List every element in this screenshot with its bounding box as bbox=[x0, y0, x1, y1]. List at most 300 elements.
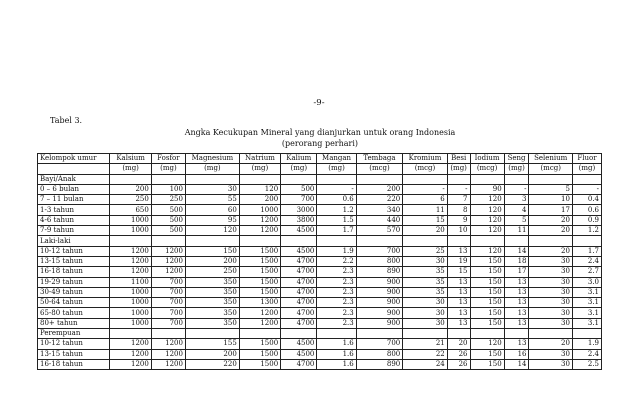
table-row bbox=[38, 256, 602, 266]
value-cell: 10 bbox=[447, 226, 470, 236]
column-header: Magnesium bbox=[185, 154, 239, 164]
table-row bbox=[38, 246, 602, 256]
column-unit: (mcg) bbox=[403, 164, 447, 174]
value-cell: 30 bbox=[529, 287, 572, 297]
age-group-cell: 10-12 tahun bbox=[38, 339, 110, 349]
value-cell: 0.6 bbox=[317, 195, 356, 205]
value-cell: 200 bbox=[185, 256, 239, 266]
value-cell: 3 bbox=[504, 195, 529, 205]
value-cell: 30 bbox=[529, 349, 572, 359]
value-cell: 4500 bbox=[281, 226, 317, 236]
value-cell: 1000 bbox=[110, 318, 151, 328]
table-row bbox=[38, 215, 602, 225]
value-cell: 1200 bbox=[110, 267, 151, 277]
empty-cell bbox=[403, 174, 447, 184]
empty-cell bbox=[470, 329, 504, 339]
value-cell: 1200 bbox=[151, 246, 185, 256]
column-unit: (mcg) bbox=[470, 164, 504, 174]
empty-cell bbox=[239, 174, 280, 184]
value-cell: 700 bbox=[151, 308, 185, 318]
value-cell: 500 bbox=[281, 184, 317, 194]
empty-cell bbox=[185, 329, 239, 339]
group-label: Bayi/Anak bbox=[38, 174, 110, 184]
value-cell: 700 bbox=[151, 318, 185, 328]
column-header: Kalium bbox=[281, 154, 317, 164]
value-cell: 14 bbox=[504, 246, 529, 256]
value-cell: 13 bbox=[447, 298, 470, 308]
column-unit: (mg) bbox=[281, 164, 317, 174]
value-cell: 1500 bbox=[239, 359, 280, 369]
empty-cell bbox=[151, 329, 185, 339]
value-cell: 13 bbox=[504, 298, 529, 308]
value-cell: 1200 bbox=[110, 256, 151, 266]
value-cell: 250 bbox=[185, 267, 239, 277]
value-cell: 150 bbox=[470, 318, 504, 328]
value-cell: 350 bbox=[185, 318, 239, 328]
empty-cell bbox=[317, 174, 356, 184]
value-cell: 1200 bbox=[239, 226, 280, 236]
value-cell: 1500 bbox=[239, 277, 280, 287]
value-cell: 5 bbox=[529, 184, 572, 194]
value-cell: 15 bbox=[447, 267, 470, 277]
value-cell: - bbox=[317, 184, 356, 194]
page-number: -9- bbox=[313, 98, 325, 108]
value-cell: 3000 bbox=[281, 205, 317, 215]
value-cell: 13 bbox=[447, 308, 470, 318]
value-cell: 500 bbox=[151, 226, 185, 236]
value-cell: 700 bbox=[281, 195, 317, 205]
empty-cell bbox=[529, 329, 572, 339]
value-cell: 1.6 bbox=[317, 349, 356, 359]
value-cell: 13 bbox=[504, 308, 529, 318]
value-cell: 1200 bbox=[110, 349, 151, 359]
empty-cell bbox=[470, 236, 504, 246]
age-group-cell: 13-15 tahun bbox=[38, 256, 110, 266]
table-body bbox=[38, 174, 602, 370]
value-cell: 13 bbox=[447, 246, 470, 256]
value-cell: 2.2 bbox=[317, 256, 356, 266]
value-cell: 30 bbox=[529, 267, 572, 277]
age-group-cell: 30-49 tahun bbox=[38, 287, 110, 297]
value-cell: 700 bbox=[356, 246, 403, 256]
value-cell: 3.0 bbox=[572, 277, 601, 287]
age-group-cell: 16-18 tahun bbox=[38, 359, 110, 369]
value-cell: 1000 bbox=[110, 215, 151, 225]
value-cell: 700 bbox=[151, 287, 185, 297]
value-cell: 4500 bbox=[281, 246, 317, 256]
value-cell: 14 bbox=[504, 359, 529, 369]
value-cell: 30 bbox=[403, 308, 447, 318]
column-header: Kromium bbox=[403, 154, 447, 164]
value-cell: 4700 bbox=[281, 267, 317, 277]
value-cell: 13 bbox=[504, 339, 529, 349]
value-cell: 1000 bbox=[239, 205, 280, 215]
table-row bbox=[38, 359, 602, 369]
age-group-cell: 50-64 tahun bbox=[38, 298, 110, 308]
empty-cell bbox=[504, 329, 529, 339]
mineral-table bbox=[37, 153, 602, 370]
value-cell: 900 bbox=[356, 308, 403, 318]
column-unit: (mg) bbox=[572, 164, 601, 174]
column-header: Tembaga bbox=[356, 154, 403, 164]
value-cell: 4700 bbox=[281, 256, 317, 266]
value-cell: 700 bbox=[356, 339, 403, 349]
value-cell: 15 bbox=[403, 215, 447, 225]
value-cell: 3.1 bbox=[572, 287, 601, 297]
value-cell: - bbox=[403, 184, 447, 194]
column-unit: (mcg) bbox=[356, 164, 403, 174]
value-cell: 1000 bbox=[110, 308, 151, 318]
column-unit: (mcg) bbox=[529, 164, 572, 174]
value-cell: 30 bbox=[529, 318, 572, 328]
value-cell: 1200 bbox=[110, 359, 151, 369]
value-cell: 1500 bbox=[239, 246, 280, 256]
column-header: Fluor bbox=[572, 154, 601, 164]
empty-cell bbox=[572, 329, 601, 339]
value-cell: 200 bbox=[356, 184, 403, 194]
table-row bbox=[38, 226, 602, 236]
value-cell: 1200 bbox=[151, 339, 185, 349]
age-group-cell: 13-15 tahun bbox=[38, 349, 110, 359]
column-header: Selenium bbox=[529, 154, 572, 164]
value-cell: 2.3 bbox=[317, 298, 356, 308]
column-header: Natrium bbox=[239, 154, 280, 164]
value-cell: 20 bbox=[403, 226, 447, 236]
value-cell: 4700 bbox=[281, 287, 317, 297]
value-cell: 55 bbox=[185, 195, 239, 205]
value-cell: 13 bbox=[504, 287, 529, 297]
header-row-units bbox=[38, 164, 602, 174]
value-cell: 1200 bbox=[110, 339, 151, 349]
age-group-cell: 80+ tahun bbox=[38, 318, 110, 328]
value-cell: 19 bbox=[447, 256, 470, 266]
empty-cell bbox=[185, 174, 239, 184]
column-header: Iodium bbox=[470, 154, 504, 164]
empty-cell bbox=[281, 236, 317, 246]
value-cell: 4500 bbox=[281, 349, 317, 359]
value-cell: 150 bbox=[470, 308, 504, 318]
age-group-cell: 10-12 tahun bbox=[38, 246, 110, 256]
table-row bbox=[38, 318, 602, 328]
value-cell: 1200 bbox=[239, 308, 280, 318]
age-group-cell: 7-9 tahun bbox=[38, 226, 110, 236]
value-cell: 3.1 bbox=[572, 318, 601, 328]
value-cell: 1.2 bbox=[572, 226, 601, 236]
value-cell: 17 bbox=[529, 205, 572, 215]
value-cell: 22 bbox=[403, 349, 447, 359]
value-cell: 20 bbox=[529, 226, 572, 236]
value-cell: 6 bbox=[403, 195, 447, 205]
table-caption bbox=[160, 127, 480, 149]
table-row bbox=[38, 267, 602, 277]
group-label: Laki-laki bbox=[38, 236, 110, 246]
empty-cell bbox=[281, 174, 317, 184]
value-cell: 1.7 bbox=[572, 246, 601, 256]
value-cell: 900 bbox=[356, 277, 403, 287]
value-cell: 1.2 bbox=[317, 205, 356, 215]
empty-cell bbox=[447, 236, 470, 246]
value-cell: 155 bbox=[185, 339, 239, 349]
empty-cell bbox=[356, 236, 403, 246]
value-cell: 1.7 bbox=[317, 226, 356, 236]
value-cell: 500 bbox=[151, 205, 185, 215]
value-cell: 1.9 bbox=[572, 339, 601, 349]
age-group-cell: 0 – 6 bulan bbox=[38, 184, 110, 194]
age-group-cell: 1-3 tahun bbox=[38, 205, 110, 215]
column-unit bbox=[38, 164, 110, 174]
value-cell: 2.4 bbox=[572, 349, 601, 359]
value-cell: 35 bbox=[403, 267, 447, 277]
empty-cell bbox=[317, 236, 356, 246]
value-cell: 30 bbox=[403, 256, 447, 266]
value-cell: 18 bbox=[504, 256, 529, 266]
value-cell: 900 bbox=[356, 287, 403, 297]
value-cell: 500 bbox=[151, 215, 185, 225]
value-cell: 570 bbox=[356, 226, 403, 236]
column-unit: (mg) bbox=[239, 164, 280, 174]
value-cell: 17 bbox=[504, 267, 529, 277]
table-row bbox=[38, 308, 602, 318]
value-cell: 340 bbox=[356, 205, 403, 215]
value-cell: 13 bbox=[504, 318, 529, 328]
empty-cell bbox=[356, 174, 403, 184]
value-cell: 1000 bbox=[110, 226, 151, 236]
value-cell: 2.3 bbox=[317, 308, 356, 318]
value-cell: 30 bbox=[403, 298, 447, 308]
value-cell: 890 bbox=[356, 359, 403, 369]
age-group-cell: 16-18 tahun bbox=[38, 267, 110, 277]
caption-subtitle: (perorang perhari) bbox=[281, 139, 359, 148]
group-row bbox=[38, 329, 602, 339]
value-cell: 800 bbox=[356, 349, 403, 359]
value-cell: 16 bbox=[504, 349, 529, 359]
empty-cell bbox=[185, 236, 239, 246]
value-cell: 220 bbox=[185, 359, 239, 369]
column-header: Fosfor bbox=[151, 154, 185, 164]
empty-cell bbox=[403, 329, 447, 339]
empty-cell bbox=[317, 329, 356, 339]
value-cell: 25 bbox=[403, 246, 447, 256]
empty-cell bbox=[110, 329, 151, 339]
value-cell: 95 bbox=[185, 215, 239, 225]
value-cell: 21 bbox=[403, 339, 447, 349]
group-label: Perempuan bbox=[38, 329, 110, 339]
value-cell: 1000 bbox=[110, 298, 151, 308]
caption-title: Angka Kecukupan Mineral yang dianjurkan untuk orang Indonesia bbox=[184, 128, 456, 137]
value-cell: 0.4 bbox=[572, 195, 601, 205]
value-cell: 350 bbox=[185, 277, 239, 287]
column-unit: (mg) bbox=[317, 164, 356, 174]
empty-cell bbox=[239, 329, 280, 339]
value-cell: 700 bbox=[151, 298, 185, 308]
empty-cell bbox=[151, 236, 185, 246]
value-cell: 3800 bbox=[281, 215, 317, 225]
column-unit: (mg) bbox=[447, 164, 470, 174]
value-cell: 2.3 bbox=[317, 277, 356, 287]
value-cell: 11 bbox=[403, 205, 447, 215]
value-cell: 30 bbox=[529, 359, 572, 369]
table-label: Tabel 3. bbox=[50, 116, 83, 125]
empty-cell bbox=[504, 174, 529, 184]
value-cell: 4700 bbox=[281, 308, 317, 318]
value-cell: 30 bbox=[529, 298, 572, 308]
value-cell: 30 bbox=[529, 308, 572, 318]
value-cell: 9 bbox=[447, 215, 470, 225]
value-cell: 1200 bbox=[110, 246, 151, 256]
column-header: Kalsium bbox=[110, 154, 151, 164]
value-cell: 0.9 bbox=[572, 215, 601, 225]
value-cell: 120 bbox=[470, 226, 504, 236]
group-row bbox=[38, 236, 602, 246]
value-cell: 4700 bbox=[281, 318, 317, 328]
empty-cell bbox=[572, 236, 601, 246]
value-cell: 200 bbox=[185, 349, 239, 359]
column-header: Mangan bbox=[317, 154, 356, 164]
value-cell: 3.1 bbox=[572, 308, 601, 318]
value-cell: 30 bbox=[403, 318, 447, 328]
value-cell: 2.4 bbox=[572, 256, 601, 266]
value-cell: 1200 bbox=[151, 349, 185, 359]
value-cell: 1000 bbox=[110, 287, 151, 297]
value-cell: 800 bbox=[356, 256, 403, 266]
value-cell: 200 bbox=[110, 184, 151, 194]
value-cell: 30 bbox=[185, 184, 239, 194]
empty-cell bbox=[572, 174, 601, 184]
value-cell: 150 bbox=[470, 277, 504, 287]
empty-cell bbox=[529, 236, 572, 246]
table-row bbox=[38, 184, 602, 194]
value-cell: 4700 bbox=[281, 298, 317, 308]
empty-cell bbox=[470, 174, 504, 184]
age-group-cell: 65-80 tahun bbox=[38, 308, 110, 318]
value-cell: 900 bbox=[356, 318, 403, 328]
empty-cell bbox=[110, 236, 151, 246]
value-cell: 150 bbox=[470, 298, 504, 308]
value-cell: 4500 bbox=[281, 339, 317, 349]
value-cell: 13 bbox=[447, 277, 470, 287]
table-row bbox=[38, 195, 602, 205]
table-header bbox=[38, 154, 602, 175]
value-cell: 1500 bbox=[239, 339, 280, 349]
column-header: Besi bbox=[447, 154, 470, 164]
value-cell: 250 bbox=[151, 195, 185, 205]
value-cell: 120 bbox=[470, 246, 504, 256]
value-cell: 890 bbox=[356, 267, 403, 277]
age-group-cell: 19-29 tahun bbox=[38, 277, 110, 287]
value-cell: 24 bbox=[403, 359, 447, 369]
value-cell: - bbox=[572, 184, 601, 194]
value-cell: 900 bbox=[356, 298, 403, 308]
column-unit: (mg) bbox=[110, 164, 151, 174]
value-cell: 35 bbox=[403, 277, 447, 287]
table-row bbox=[38, 205, 602, 215]
value-cell: 2.5 bbox=[572, 359, 601, 369]
empty-cell bbox=[239, 236, 280, 246]
value-cell: 13 bbox=[447, 318, 470, 328]
value-cell: 1200 bbox=[239, 215, 280, 225]
value-cell: 150 bbox=[470, 359, 504, 369]
value-cell: 20 bbox=[529, 215, 572, 225]
group-row bbox=[38, 174, 602, 184]
value-cell: 5 bbox=[504, 215, 529, 225]
empty-cell bbox=[447, 174, 470, 184]
value-cell: 120 bbox=[470, 339, 504, 349]
value-cell: 1200 bbox=[151, 256, 185, 266]
value-cell: 2.3 bbox=[317, 267, 356, 277]
value-cell: 4 bbox=[504, 205, 529, 215]
value-cell: 350 bbox=[185, 298, 239, 308]
value-cell: 700 bbox=[151, 277, 185, 287]
value-cell: 1300 bbox=[239, 298, 280, 308]
table-row bbox=[38, 349, 602, 359]
value-cell: 11 bbox=[504, 226, 529, 236]
value-cell: 1500 bbox=[239, 349, 280, 359]
value-cell: 1200 bbox=[151, 267, 185, 277]
value-cell: 20 bbox=[529, 246, 572, 256]
value-cell: 150 bbox=[470, 267, 504, 277]
value-cell: 1500 bbox=[239, 287, 280, 297]
empty-cell bbox=[447, 329, 470, 339]
empty-cell bbox=[504, 236, 529, 246]
value-cell: 3.1 bbox=[572, 298, 601, 308]
value-cell: 2.3 bbox=[317, 318, 356, 328]
value-cell: 13 bbox=[504, 277, 529, 287]
value-cell: 26 bbox=[447, 359, 470, 369]
empty-cell bbox=[110, 174, 151, 184]
table-row bbox=[38, 298, 602, 308]
value-cell: 220 bbox=[356, 195, 403, 205]
value-cell: 20 bbox=[447, 339, 470, 349]
value-cell: 4700 bbox=[281, 359, 317, 369]
value-cell: 1200 bbox=[239, 318, 280, 328]
value-cell: 35 bbox=[403, 287, 447, 297]
value-cell: 7 bbox=[447, 195, 470, 205]
column-unit: (mg) bbox=[151, 164, 185, 174]
table-row bbox=[38, 339, 602, 349]
value-cell: 90 bbox=[470, 184, 504, 194]
value-cell: 1200 bbox=[151, 359, 185, 369]
value-cell: 2.7 bbox=[572, 267, 601, 277]
table-row bbox=[38, 277, 602, 287]
value-cell: 120 bbox=[470, 205, 504, 215]
column-header: Seng bbox=[504, 154, 529, 164]
value-cell: 120 bbox=[185, 226, 239, 236]
value-cell: 150 bbox=[470, 287, 504, 297]
value-cell: 650 bbox=[110, 205, 151, 215]
value-cell: - bbox=[504, 184, 529, 194]
value-cell: 1100 bbox=[110, 277, 151, 287]
value-cell: 10 bbox=[529, 195, 572, 205]
table-row bbox=[38, 287, 602, 297]
value-cell: 30 bbox=[529, 256, 572, 266]
header-row-names bbox=[38, 154, 602, 164]
value-cell: 2.3 bbox=[317, 287, 356, 297]
age-group-cell: 4-6 tahun bbox=[38, 215, 110, 225]
value-cell: 120 bbox=[470, 215, 504, 225]
value-cell: 100 bbox=[151, 184, 185, 194]
empty-cell bbox=[403, 236, 447, 246]
value-cell: 1.9 bbox=[317, 246, 356, 256]
value-cell: 1500 bbox=[239, 267, 280, 277]
value-cell: 1.6 bbox=[317, 359, 356, 369]
age-group-cell: 7 – 11 bulan bbox=[38, 195, 110, 205]
empty-cell bbox=[151, 174, 185, 184]
value-cell: 8 bbox=[447, 205, 470, 215]
value-cell: 350 bbox=[185, 308, 239, 318]
value-cell: 0.6 bbox=[572, 205, 601, 215]
value-cell: 250 bbox=[110, 195, 151, 205]
empty-cell bbox=[281, 329, 317, 339]
